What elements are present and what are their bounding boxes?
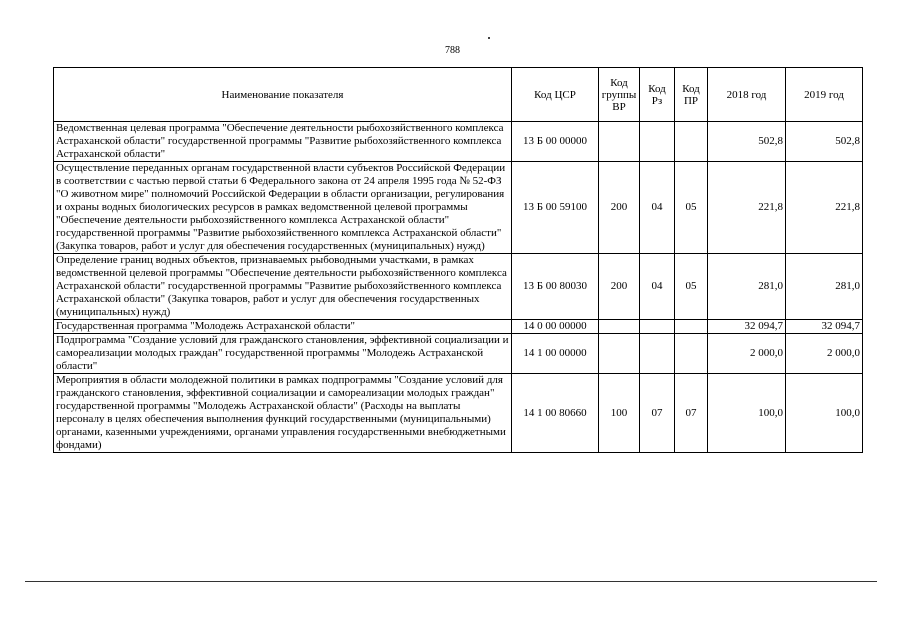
row-2018: 100,0	[708, 374, 786, 453]
header-vr	[599, 68, 640, 122]
row-rz	[640, 122, 675, 162]
table-row	[54, 122, 863, 162]
table-row	[54, 374, 863, 453]
scan-speck	[488, 37, 490, 39]
header-csr: Код ЦСР	[512, 68, 599, 122]
row-vr	[599, 334, 640, 374]
row-rz: 04	[640, 162, 675, 254]
row-csr: 13 Б 00 80030	[512, 254, 599, 320]
header-name: Наименование показателя	[54, 68, 512, 122]
row-vr	[599, 122, 640, 162]
row-2019: 32 094,7	[786, 320, 863, 334]
budget-table	[53, 67, 863, 453]
row-2019: 502,8	[786, 122, 863, 162]
header-rz-line: Код	[648, 82, 666, 95]
row-csr: 13 Б 00 59100	[512, 162, 599, 254]
table-row	[54, 162, 863, 254]
header-pr-line: ПР	[683, 94, 699, 107]
header-pr-line: Код	[682, 82, 700, 95]
row-name: Государственная программа "Молодежь Астраханской области"	[54, 320, 512, 334]
header-rz-line: Рз	[651, 94, 663, 107]
row-2019: 221,8	[786, 162, 863, 254]
row-rz	[640, 334, 675, 374]
row-2019: 281,0	[786, 254, 863, 320]
row-pr	[675, 122, 708, 162]
row-2018: 502,8	[708, 122, 786, 162]
row-2018: 2 000,0	[708, 334, 786, 374]
table-header-row	[54, 68, 863, 122]
header-pr	[675, 68, 708, 122]
table-row	[54, 320, 863, 334]
row-2018: 221,8	[708, 162, 786, 254]
row-name: Подпрограмма "Создание условий для гражданского становления, эффективной социализации и самореализации молодых граждан" государственной программы "Молодежь Астраханской области"	[54, 334, 512, 374]
row-pr: 05	[675, 254, 708, 320]
row-vr: 200	[599, 162, 640, 254]
row-name: Ведомственная целевая программа "Обеспечение деятельности рыбохозяйственного комплекса Астраханской области" государственной программы "Развитие рыбохозяйственного комплекса Астраханской области"	[54, 122, 512, 162]
row-csr: 14 1 00 80660	[512, 374, 599, 453]
header-rz	[640, 68, 675, 122]
row-csr: 14 1 00 00000	[512, 334, 599, 374]
row-csr: 13 Б 00 00000	[512, 122, 599, 162]
row-2019: 2 000,0	[786, 334, 863, 374]
row-vr: 200	[599, 254, 640, 320]
row-2018: 32 094,7	[708, 320, 786, 334]
table-row	[54, 334, 863, 374]
row-pr: 07	[675, 374, 708, 453]
row-rz: 07	[640, 374, 675, 453]
row-name: Осуществление переданных органам государственной власти субъектов Российской Федерации в соответствии с частью первой статьи 6 Федерального закона от 24 апреля 1995 года № 52-ФЗ "О животном мире" полномочий Российской Федерации в области организации, регулирования и охраны водных биологических ресурсов в рамках ведомственной целевой программы "Обеспечение деятельности рыбохозяйственного комплекса Астраханской области" государственной программы "Развитие рыбохозяйственного комплекса Астраханской области" (Закупка товаров, работ и услуг для обеспечения государственных (муниципальных) нужд)	[54, 162, 512, 254]
header-2019: 2019 год	[786, 68, 863, 122]
header-vr-line: ВР	[612, 100, 626, 113]
header-vr-line: Код	[610, 76, 628, 89]
row-rz	[640, 320, 675, 334]
footer-divider	[25, 581, 877, 582]
row-2019: 100,0	[786, 374, 863, 453]
header-2018: 2018 год	[708, 68, 786, 122]
row-pr	[675, 334, 708, 374]
row-pr: 05	[675, 162, 708, 254]
row-vr	[599, 320, 640, 334]
header-vr-line: группы	[601, 88, 637, 101]
row-rz: 04	[640, 254, 675, 320]
row-vr: 100	[599, 374, 640, 453]
row-2018: 281,0	[708, 254, 786, 320]
row-csr: 14 0 00 00000	[512, 320, 599, 334]
row-name: Определение границ водных объектов, признаваемых рыбоводными участками, в рамках ведомственной целевой программы "Обеспечение деятельности рыбохозяйственного комплекса Астраханской области" государственной программы "Развитие рыбохозяйственного комплекса Астраханской области" (Закупка товаров, работ и услуг для обеспечения государственных (муниципальных) нужд)	[54, 254, 512, 320]
page-number: 788	[445, 45, 460, 56]
row-name: Мероприятия в области молодежной политики в рамках подпрограммы "Создание условий для гражданского становления, эффективной социализации и самореализации молодых граждан" государственной программы "Молодежь Астраханской области" (Расходы на выплаты персоналу в целях обеспечения выполнения функций государственными (муниципальными) органами, казенными учреждениями, органами управления государственными внебюджетными фондами)	[54, 374, 512, 453]
table-row	[54, 254, 863, 320]
row-pr	[675, 320, 708, 334]
